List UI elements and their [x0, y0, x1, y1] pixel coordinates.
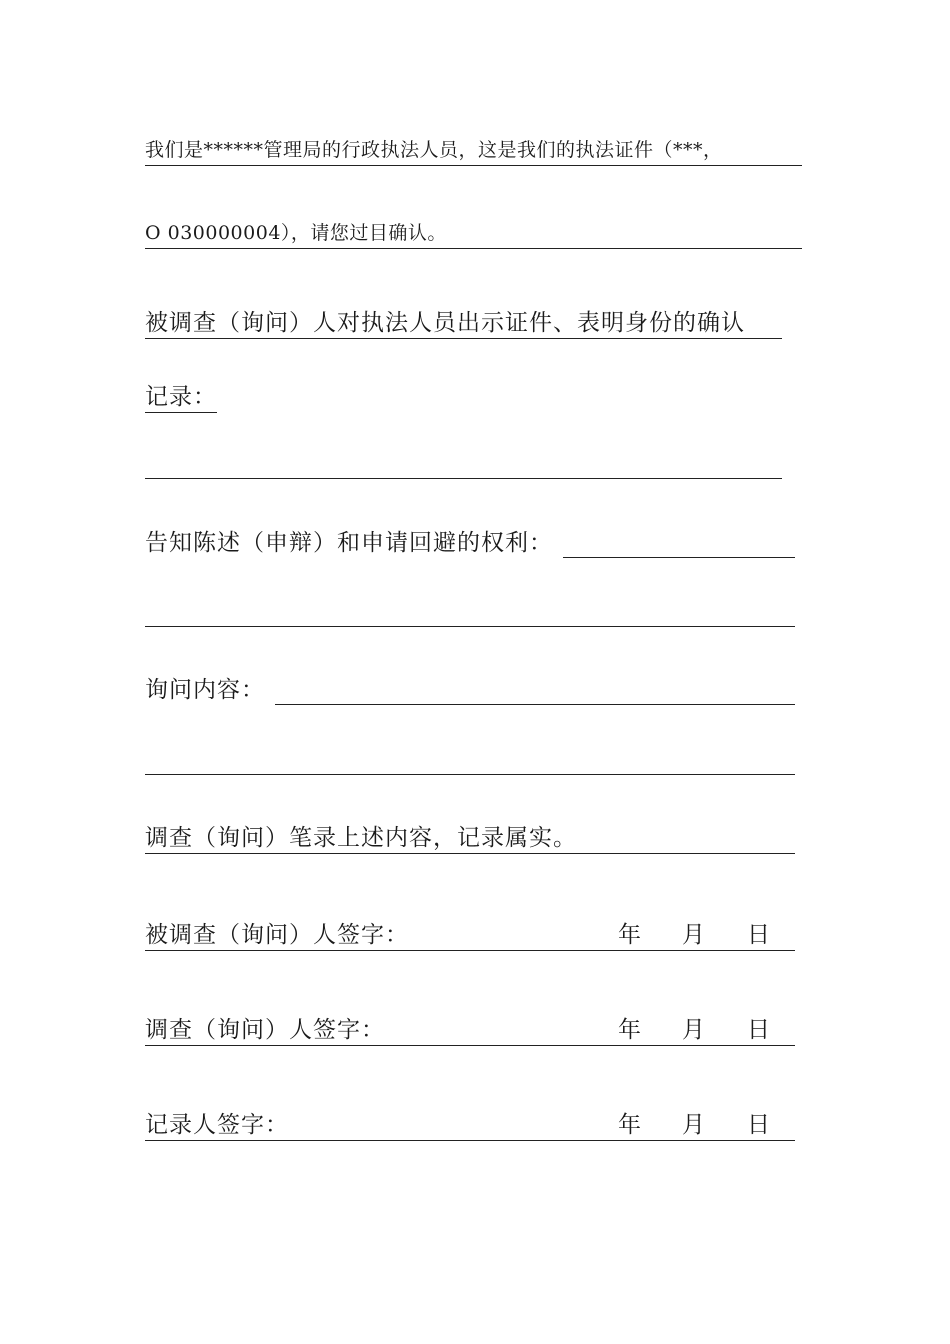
date-month: 月: [682, 1112, 705, 1138]
record-statement-blank: [577, 823, 795, 854]
intro-line-2: O 030000004），请您过目确认。: [145, 218, 447, 249]
content-label: 询问内容：: [145, 677, 265, 703]
confirm-line-1: 被调查（询问）人对执法人员出示证件、表明身份的确认: [145, 308, 782, 339]
signature-label: 记录人签字：: [145, 1112, 289, 1138]
date-day: 日: [747, 1017, 770, 1043]
date-year: 年: [618, 1017, 641, 1043]
date-month: 月: [682, 1017, 705, 1043]
intro-line-2-row: [145, 219, 802, 249]
rights-row: [145, 528, 795, 558]
date-day: 日: [747, 922, 770, 948]
rights-answer-blank[interactable]: [145, 596, 795, 627]
intro-line-2-blank[interactable]: [447, 218, 802, 249]
signature-row-recorder[interactable]: [145, 1110, 795, 1141]
confirm-answer-blank[interactable]: [145, 448, 782, 479]
date-month: 月: [682, 922, 705, 948]
rights-blank[interactable]: [563, 527, 795, 558]
signature-row-investigator[interactable]: [145, 1015, 795, 1046]
content-blank[interactable]: [275, 674, 795, 705]
intro-line-1: 我们是******管理局的行政执法人员，这是我们的执法证件（***，: [145, 135, 802, 166]
content-row: [145, 675, 795, 705]
signature-label: 调查（询问）人签字：: [145, 1017, 385, 1043]
signature-label: 被调查（询问）人签字：: [145, 922, 409, 948]
content-answer-blank[interactable]: [145, 744, 795, 775]
rights-label: 告知陈述（申辩）和申请回避的权利：: [145, 530, 553, 556]
confirm-line-2: 记录：: [145, 382, 217, 413]
record-statement: 调查（询问）笔录上述内容，记录属实。: [145, 823, 577, 854]
date-year: 年: [618, 922, 641, 948]
signature-row-respondent[interactable]: [145, 920, 795, 951]
record-statement-row: [145, 824, 795, 854]
date-year: 年: [618, 1112, 641, 1138]
date-day: 日: [747, 1112, 770, 1138]
